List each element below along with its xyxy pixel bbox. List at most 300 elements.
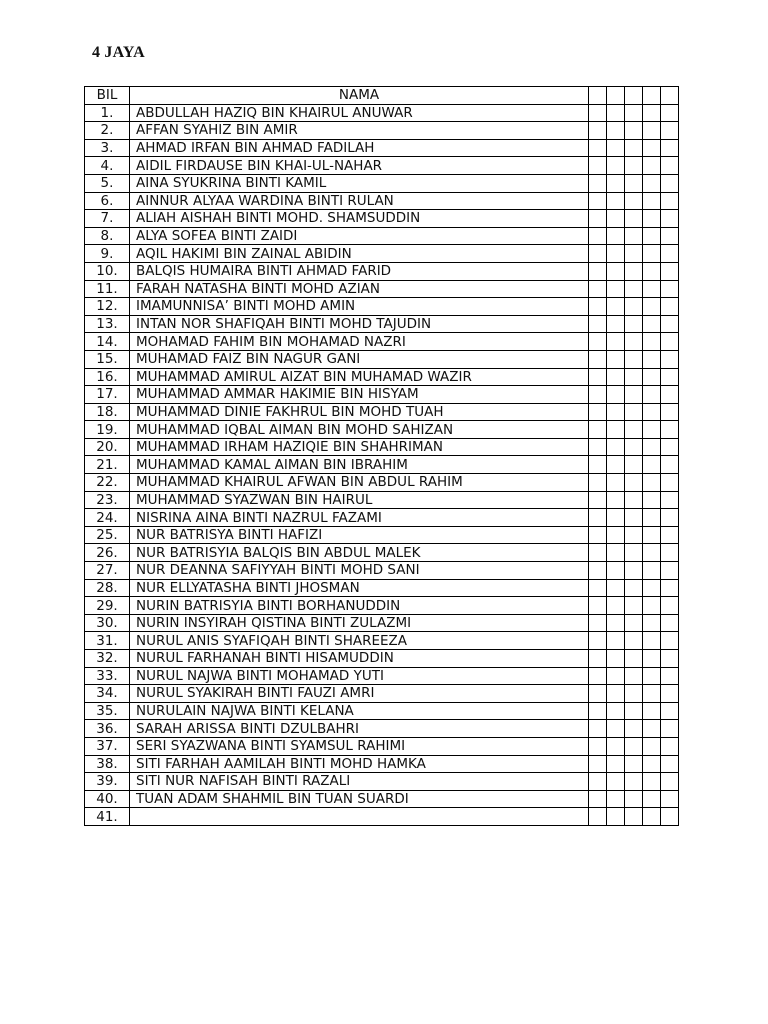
tick-cell[interactable]: [589, 122, 607, 140]
row-number: 28.: [85, 579, 130, 597]
tick-cell[interactable]: [625, 139, 643, 157]
tick-cell[interactable]: [589, 562, 607, 580]
tick-cell[interactable]: [589, 685, 607, 703]
tick-cell[interactable]: [589, 139, 607, 157]
tick-cell[interactable]: [625, 333, 643, 351]
student-name: BALQIS HUMAIRA BINTI AHMAD FARID: [130, 262, 589, 280]
tick-cell[interactable]: [643, 456, 661, 474]
row-number: 22.: [85, 474, 130, 492]
row-number: 10.: [85, 262, 130, 280]
tick-cell[interactable]: [643, 720, 661, 738]
tick-cell[interactable]: [625, 350, 643, 368]
tick-cell[interactable]: [625, 474, 643, 492]
tick-cell[interactable]: [643, 474, 661, 492]
tick-cell[interactable]: [589, 491, 607, 509]
student-name: ABDULLAH HAZIQ BIN KHAIRUL ANUWAR: [130, 104, 589, 122]
row-number: 18.: [85, 403, 130, 421]
table-row: [85, 227, 679, 245]
tick-cell[interactable]: [607, 104, 625, 122]
tick-cell[interactable]: [607, 333, 625, 351]
table-header-row: [85, 87, 679, 105]
tick-cell[interactable]: [661, 350, 679, 368]
table-row: [85, 597, 679, 615]
tick-cell[interactable]: [607, 192, 625, 210]
tick-cell[interactable]: [607, 438, 625, 456]
table-row: [85, 262, 679, 280]
tick-cell[interactable]: [661, 245, 679, 263]
tick-cell[interactable]: [607, 579, 625, 597]
row-number: 21.: [85, 456, 130, 474]
tick-cell[interactable]: [661, 509, 679, 527]
tick-cell[interactable]: [625, 737, 643, 755]
student-name: SARAH ARISSA BINTI DZULBAHRI: [130, 720, 589, 738]
student-name: INTAN NOR SHAFIQAH BINTI MOHD TAJUDIN: [130, 315, 589, 333]
row-number: 12.: [85, 298, 130, 316]
tick-cell[interactable]: [643, 650, 661, 668]
tick-cell[interactable]: [625, 315, 643, 333]
tick-cell[interactable]: [607, 157, 625, 175]
tick-cell[interactable]: [625, 491, 643, 509]
table-row: [85, 456, 679, 474]
tick-cell[interactable]: [661, 790, 679, 808]
tick-cell[interactable]: [589, 227, 607, 245]
row-number: 34.: [85, 685, 130, 703]
tick-cell[interactable]: [643, 685, 661, 703]
tick-cell[interactable]: [643, 122, 661, 140]
student-name: SERI SYAZWANA BINTI SYAMSUL RAHIMI: [130, 737, 589, 755]
header-tick-cell[interactable]: [589, 87, 607, 105]
tick-cell[interactable]: [625, 755, 643, 773]
tick-cell[interactable]: [607, 685, 625, 703]
tick-cell[interactable]: [607, 368, 625, 386]
tick-cell[interactable]: [661, 579, 679, 597]
tick-cell[interactable]: [625, 632, 643, 650]
tick-cell[interactable]: [589, 210, 607, 228]
tick-cell[interactable]: [607, 122, 625, 140]
tick-cell[interactable]: [661, 667, 679, 685]
student-name: MUHAMMAD SYAZWAN BIN HAIRUL: [130, 491, 589, 509]
tick-cell[interactable]: [589, 720, 607, 738]
tick-cell[interactable]: [643, 702, 661, 720]
tick-cell[interactable]: [643, 333, 661, 351]
tick-cell[interactable]: [625, 421, 643, 439]
tick-cell[interactable]: [589, 350, 607, 368]
tick-cell[interactable]: [661, 122, 679, 140]
tick-cell[interactable]: [607, 737, 625, 755]
row-number: 24.: [85, 509, 130, 527]
student-name: NURUL FARHANAH BINTI HISAMUDDIN: [130, 650, 589, 668]
tick-cell[interactable]: [625, 667, 643, 685]
tick-cell[interactable]: [661, 174, 679, 192]
tick-cell[interactable]: [661, 720, 679, 738]
tick-cell[interactable]: [643, 614, 661, 632]
tick-cell[interactable]: [607, 298, 625, 316]
tick-cell[interactable]: [661, 456, 679, 474]
student-name: NURUL ANIS SYAFIQAH BINTI SHAREEZA: [130, 632, 589, 650]
tick-cell[interactable]: [589, 808, 607, 826]
tick-cell[interactable]: [661, 192, 679, 210]
student-name: MUHAMMAD DINIE FAKHRUL BIN MOHD TUAH: [130, 403, 589, 421]
tick-cell[interactable]: [643, 315, 661, 333]
table-row: [85, 298, 679, 316]
tick-cell[interactable]: [661, 386, 679, 404]
tick-cell[interactable]: [589, 456, 607, 474]
tick-cell[interactable]: [643, 174, 661, 192]
class-list-table: [84, 86, 679, 826]
tick-cell[interactable]: [607, 315, 625, 333]
tick-cell[interactable]: [661, 755, 679, 773]
tick-cell[interactable]: [661, 104, 679, 122]
tick-cell[interactable]: [589, 650, 607, 668]
tick-cell[interactable]: [661, 227, 679, 245]
tick-cell[interactable]: [661, 632, 679, 650]
tick-cell[interactable]: [589, 667, 607, 685]
tick-cell[interactable]: [661, 315, 679, 333]
tick-cell[interactable]: [607, 562, 625, 580]
table-row: [85, 474, 679, 492]
tick-cell[interactable]: [661, 139, 679, 157]
row-number: 17.: [85, 386, 130, 404]
row-number: 13.: [85, 315, 130, 333]
tick-cell[interactable]: [589, 597, 607, 615]
tick-cell[interactable]: [625, 614, 643, 632]
header-bil: BIL: [85, 87, 130, 105]
tick-cell[interactable]: [661, 368, 679, 386]
row-number: 9.: [85, 245, 130, 263]
tick-cell[interactable]: [607, 421, 625, 439]
tick-cell[interactable]: [643, 262, 661, 280]
tick-cell[interactable]: [625, 456, 643, 474]
table-row: [85, 104, 679, 122]
student-name: NURUL NAJWA BINTI MOHAMAD YUTI: [130, 667, 589, 685]
row-number: 15.: [85, 350, 130, 368]
row-number: 11.: [85, 280, 130, 298]
tick-cell[interactable]: [661, 702, 679, 720]
header-nama: NAMA: [130, 87, 589, 105]
tick-cell[interactable]: [643, 350, 661, 368]
tick-cell[interactable]: [625, 192, 643, 210]
tick-cell[interactable]: [625, 122, 643, 140]
row-number: 20.: [85, 438, 130, 456]
table-row: [85, 491, 679, 509]
row-number: 36.: [85, 720, 130, 738]
row-number: 40.: [85, 790, 130, 808]
table-row: [85, 755, 679, 773]
student-name: SITI FARHAH AAMILAH BINTI MOHD HAMKA: [130, 755, 589, 773]
tick-cell[interactable]: [625, 579, 643, 597]
tick-cell[interactable]: [625, 438, 643, 456]
table-row: [85, 245, 679, 263]
tick-cell[interactable]: [607, 773, 625, 791]
header-tick-cell[interactable]: [661, 87, 679, 105]
tick-cell[interactable]: [625, 245, 643, 263]
tick-cell[interactable]: [643, 579, 661, 597]
tick-cell[interactable]: [589, 333, 607, 351]
tick-cell[interactable]: [643, 597, 661, 615]
tick-cell[interactable]: [625, 280, 643, 298]
tick-cell[interactable]: [643, 808, 661, 826]
header-tick-cell[interactable]: [643, 87, 661, 105]
tick-cell[interactable]: [643, 210, 661, 228]
tick-cell[interactable]: [607, 544, 625, 562]
tick-cell[interactable]: [589, 157, 607, 175]
tick-cell[interactable]: [607, 403, 625, 421]
tick-cell[interactable]: [589, 526, 607, 544]
tick-cell[interactable]: [589, 737, 607, 755]
tick-cell[interactable]: [589, 474, 607, 492]
student-name: AQIL HAKIMI BIN ZAINAL ABIDIN: [130, 245, 589, 263]
tick-cell[interactable]: [625, 298, 643, 316]
tick-cell[interactable]: [607, 808, 625, 826]
row-number: 31.: [85, 632, 130, 650]
student-name: NUR DEANNA SAFIYYAH BINTI MOHD SANI: [130, 562, 589, 580]
tick-cell[interactable]: [589, 632, 607, 650]
student-name: AINNUR ALYAA WARDINA BINTI RULAN: [130, 192, 589, 210]
student-name: IMAMUNNISA’ BINTI MOHD AMIN: [130, 298, 589, 316]
tick-cell[interactable]: [643, 386, 661, 404]
table-row: [85, 808, 679, 826]
row-number: 1.: [85, 104, 130, 122]
tick-cell[interactable]: [643, 245, 661, 263]
row-number: 37.: [85, 737, 130, 755]
tick-cell[interactable]: [625, 544, 643, 562]
tick-cell[interactable]: [607, 174, 625, 192]
tick-cell[interactable]: [589, 755, 607, 773]
tick-cell[interactable]: [589, 386, 607, 404]
tick-cell[interactable]: [661, 157, 679, 175]
tick-cell[interactable]: [607, 790, 625, 808]
tick-cell[interactable]: [661, 614, 679, 632]
tick-cell[interactable]: [625, 368, 643, 386]
tick-cell[interactable]: [607, 262, 625, 280]
tick-cell[interactable]: [661, 544, 679, 562]
tick-cell[interactable]: [625, 773, 643, 791]
tick-cell[interactable]: [643, 421, 661, 439]
student-name: NISRINA AINA BINTI NAZRUL FAZAMI: [130, 509, 589, 527]
student-name: MUHAMMAD AMMAR HAKIMIE BIN HISYAM: [130, 386, 589, 404]
tick-cell[interactable]: [589, 579, 607, 597]
row-number: 6.: [85, 192, 130, 210]
student-name: MUHAMMAD AMIRUL AIZAT BIN MUHAMAD WAZIR: [130, 368, 589, 386]
tick-cell[interactable]: [625, 386, 643, 404]
tick-cell[interactable]: [625, 597, 643, 615]
tick-cell[interactable]: [607, 386, 625, 404]
student-name: NUR BATRISYA BINTI HAFIZI: [130, 526, 589, 544]
table-row: [85, 685, 679, 703]
tick-cell[interactable]: [607, 227, 625, 245]
tick-cell[interactable]: [625, 562, 643, 580]
tick-cell[interactable]: [589, 174, 607, 192]
tick-cell[interactable]: [643, 227, 661, 245]
row-number: 35.: [85, 702, 130, 720]
tick-cell[interactable]: [643, 491, 661, 509]
tick-cell[interactable]: [589, 280, 607, 298]
tick-cell[interactable]: [625, 403, 643, 421]
tick-cell[interactable]: [661, 737, 679, 755]
row-number: 27.: [85, 562, 130, 580]
tick-cell[interactable]: [661, 808, 679, 826]
student-name: ALYA SOFEA BINTI ZAIDI: [130, 227, 589, 245]
tick-cell[interactable]: [589, 438, 607, 456]
tick-cell[interactable]: [607, 614, 625, 632]
tick-cell[interactable]: [589, 702, 607, 720]
student-name: [130, 808, 589, 826]
tick-cell[interactable]: [643, 298, 661, 316]
table-row: [85, 333, 679, 351]
tick-cell[interactable]: [643, 632, 661, 650]
table-row: [85, 614, 679, 632]
tick-cell[interactable]: [607, 650, 625, 668]
tick-cell[interactable]: [625, 720, 643, 738]
tick-cell[interactable]: [625, 157, 643, 175]
tick-cell[interactable]: [607, 456, 625, 474]
table-row: [85, 192, 679, 210]
tick-cell[interactable]: [625, 262, 643, 280]
row-number: 14.: [85, 333, 130, 351]
tick-cell[interactable]: [607, 210, 625, 228]
table-row: [85, 737, 679, 755]
tick-cell[interactable]: [625, 526, 643, 544]
tick-cell[interactable]: [589, 192, 607, 210]
table-row: [85, 421, 679, 439]
table-row: [85, 280, 679, 298]
tick-cell[interactable]: [643, 544, 661, 562]
tick-cell[interactable]: [625, 650, 643, 668]
tick-cell[interactable]: [661, 262, 679, 280]
tick-cell[interactable]: [661, 562, 679, 580]
tick-cell[interactable]: [625, 210, 643, 228]
tick-cell[interactable]: [607, 491, 625, 509]
table-row: [85, 210, 679, 228]
tick-cell[interactable]: [589, 544, 607, 562]
tick-cell[interactable]: [643, 667, 661, 685]
tick-cell[interactable]: [643, 526, 661, 544]
tick-cell[interactable]: [661, 333, 679, 351]
tick-cell[interactable]: [625, 174, 643, 192]
tick-cell[interactable]: [661, 421, 679, 439]
tick-cell[interactable]: [661, 210, 679, 228]
tick-cell[interactable]: [643, 737, 661, 755]
tick-cell[interactable]: [589, 104, 607, 122]
tick-cell[interactable]: [643, 790, 661, 808]
tick-cell[interactable]: [643, 773, 661, 791]
tick-cell[interactable]: [607, 280, 625, 298]
row-number: 33.: [85, 667, 130, 685]
tick-cell[interactable]: [625, 227, 643, 245]
tick-cell[interactable]: [661, 597, 679, 615]
student-name: NUR ELLYATASHA BINTI JHOSMAN: [130, 579, 589, 597]
student-name: SITI NUR NAFISAH BINTI RAZALI: [130, 773, 589, 791]
table-row: [85, 650, 679, 668]
tick-cell[interactable]: [625, 808, 643, 826]
tick-cell[interactable]: [661, 650, 679, 668]
student-name: MUHAMMAD KHAIRUL AFWAN BIN ABDUL RAHIM: [130, 474, 589, 492]
table-row: [85, 174, 679, 192]
tick-cell[interactable]: [661, 526, 679, 544]
tick-cell[interactable]: [607, 755, 625, 773]
row-number: 32.: [85, 650, 130, 668]
row-number: 30.: [85, 614, 130, 632]
tick-cell[interactable]: [607, 526, 625, 544]
tick-cell[interactable]: [589, 421, 607, 439]
table-row: [85, 790, 679, 808]
tick-cell[interactable]: [589, 245, 607, 263]
header-tick-cell[interactable]: [607, 87, 625, 105]
tick-cell[interactable]: [643, 755, 661, 773]
tick-cell[interactable]: [607, 245, 625, 263]
student-name: TUAN ADAM SHAHMIL BIN TUAN SUARDI: [130, 790, 589, 808]
tick-cell[interactable]: [643, 192, 661, 210]
tick-cell[interactable]: [589, 773, 607, 791]
table-row: [85, 562, 679, 580]
student-name: NURULAIN NAJWA BINTI KELANA: [130, 702, 589, 720]
tick-cell[interactable]: [589, 403, 607, 421]
table-row: [85, 438, 679, 456]
tick-cell[interactable]: [607, 474, 625, 492]
header-tick-cell[interactable]: [625, 87, 643, 105]
tick-cell[interactable]: [607, 702, 625, 720]
tick-cell[interactable]: [625, 702, 643, 720]
row-number: 4.: [85, 157, 130, 175]
tick-cell[interactable]: [643, 280, 661, 298]
tick-cell[interactable]: [643, 104, 661, 122]
tick-cell[interactable]: [625, 104, 643, 122]
tick-cell[interactable]: [589, 614, 607, 632]
row-number: 25.: [85, 526, 130, 544]
tick-cell[interactable]: [589, 509, 607, 527]
tick-cell[interactable]: [607, 667, 625, 685]
document-title: 4 JAYA: [92, 44, 145, 61]
row-number: 29.: [85, 597, 130, 615]
tick-cell[interactable]: [643, 438, 661, 456]
tick-cell[interactable]: [625, 685, 643, 703]
tick-cell[interactable]: [643, 157, 661, 175]
tick-cell[interactable]: [643, 139, 661, 157]
tick-cell[interactable]: [661, 685, 679, 703]
tick-cell[interactable]: [589, 262, 607, 280]
tick-cell[interactable]: [607, 350, 625, 368]
tick-cell[interactable]: [607, 720, 625, 738]
tick-cell[interactable]: [661, 403, 679, 421]
tick-cell[interactable]: [661, 773, 679, 791]
tick-cell[interactable]: [643, 368, 661, 386]
tick-cell[interactable]: [643, 509, 661, 527]
student-name: MUHAMMAD KAMAL AIMAN BIN IBRAHIM: [130, 456, 589, 474]
row-number: 5.: [85, 174, 130, 192]
tick-cell[interactable]: [661, 491, 679, 509]
row-number: 26.: [85, 544, 130, 562]
tick-cell[interactable]: [625, 509, 643, 527]
tick-cell[interactable]: [643, 562, 661, 580]
student-name: AIDIL FIRDAUSE BIN KHAI-UL-NAHAR: [130, 157, 589, 175]
tick-cell[interactable]: [589, 315, 607, 333]
tick-cell[interactable]: [607, 509, 625, 527]
student-name: ALIAH AISHAH BINTI MOHD. SHAMSUDDIN: [130, 210, 589, 228]
tick-cell[interactable]: [589, 790, 607, 808]
tick-cell[interactable]: [625, 790, 643, 808]
tick-cell[interactable]: [661, 438, 679, 456]
student-name: MUHAMAD FAIZ BIN NAGUR GANI: [130, 350, 589, 368]
tick-cell[interactable]: [607, 632, 625, 650]
tick-cell[interactable]: [661, 298, 679, 316]
tick-cell[interactable]: [607, 597, 625, 615]
tick-cell[interactable]: [589, 298, 607, 316]
tick-cell[interactable]: [607, 139, 625, 157]
tick-cell[interactable]: [661, 280, 679, 298]
tick-cell[interactable]: [589, 368, 607, 386]
tick-cell[interactable]: [661, 474, 679, 492]
tick-cell[interactable]: [643, 403, 661, 421]
